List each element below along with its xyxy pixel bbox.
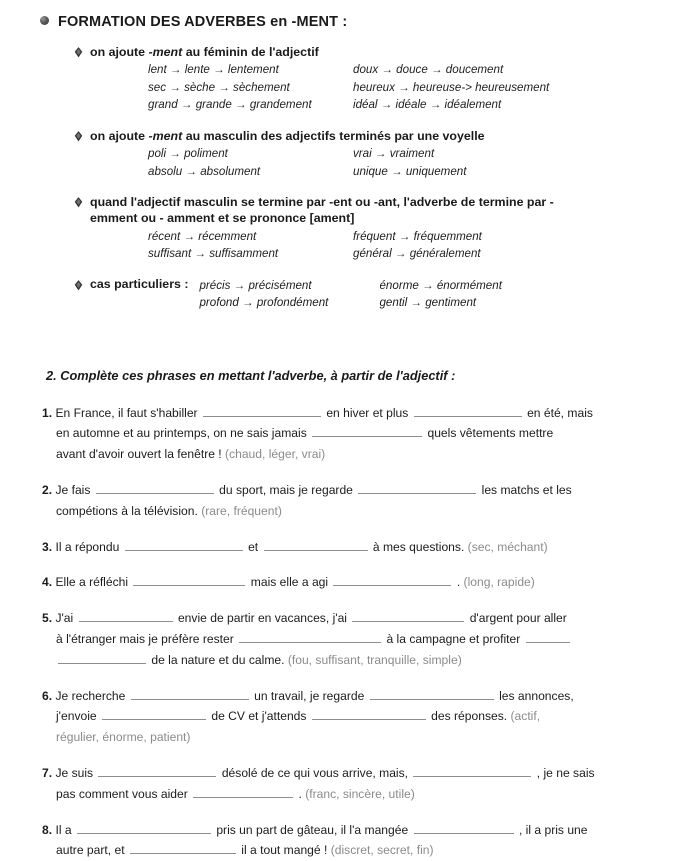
- exercise-question: [42, 537, 639, 558]
- answer-blank[interactable]: [203, 404, 321, 416]
- special-cases-row: [74, 277, 667, 312]
- rule-block: [74, 128, 667, 180]
- answer-blank[interactable]: [58, 652, 146, 664]
- question-number: 7.: [42, 765, 53, 780]
- question-text: il a tout mangé !: [237, 843, 331, 858]
- question-text: Il a répondu: [52, 539, 123, 554]
- rule-heading-emphasis: -ment: [148, 45, 183, 59]
- question-text: avant d'avoir ouvert la fenêtre !: [56, 447, 226, 462]
- example-item: idéal → idéale → idéalement: [353, 98, 502, 112]
- question-continuation-line: [42, 784, 639, 805]
- adjective-hint: régulier, énorme, patient): [56, 730, 191, 745]
- special-cases-label: cas particuliers :: [90, 276, 189, 291]
- rule-heading-row: [74, 128, 667, 144]
- rules-section: [0, 0, 679, 312]
- example-item: fréquent → fréquemment: [353, 229, 482, 243]
- example-item: vrai → vraiment: [353, 147, 435, 161]
- question-text: Elle a réfléchi: [52, 575, 132, 590]
- answer-blank[interactable]: [413, 765, 531, 777]
- example-item: heureux → heureuse-> heureusement: [353, 80, 550, 94]
- question-text: Il a: [52, 822, 75, 837]
- rule-examples: [148, 229, 667, 263]
- example-item: grand → grande → grandement: [148, 98, 312, 112]
- example-item: poli → poliment: [148, 147, 228, 161]
- exercise-heading: 2. Complète ces phrases en mettant l'adverbe, à partir de l'adjectif :: [46, 367, 456, 383]
- question-text: à la campagne et profiter: [383, 631, 524, 646]
- exercise-question: [42, 686, 639, 748]
- exercise-question: [42, 763, 639, 805]
- rule-heading-emphasis: -ment: [148, 128, 183, 143]
- question-text: en automne et au printemps, on ne sais jamais: [56, 426, 311, 441]
- question-number: 6.: [42, 688, 53, 703]
- diamond-bullet-icon: [74, 197, 83, 208]
- question-number: 1.: [42, 405, 53, 420]
- question-text: autre part, et: [56, 843, 128, 858]
- answer-blank[interactable]: [333, 574, 451, 586]
- question-text: de CV et j'attends: [208, 709, 310, 724]
- question-text: mais elle a agi: [247, 575, 332, 590]
- question-text: Je suis: [52, 765, 97, 780]
- rule-heading-row: [74, 194, 667, 227]
- rules-container: [12, 44, 667, 263]
- example-item: énorme → énormément: [379, 278, 502, 292]
- example-item: unique → uniquement: [353, 164, 467, 178]
- question-text: En France, il faut s'habiller: [52, 405, 201, 420]
- question-text: un travail, je regarde: [250, 688, 368, 703]
- question-text: de la nature et du calme.: [148, 652, 288, 667]
- question-text: en été, mais: [523, 405, 593, 420]
- question-text: en hiver et plus: [322, 405, 412, 420]
- question-text: à mes questions.: [369, 539, 468, 554]
- adjective-hint: (chaud, léger, vrai): [225, 447, 326, 462]
- rule-heading-row: [74, 44, 667, 60]
- rule-heading-text: on ajoute -ment au masculin des adjectifs terminés par une voyelle: [90, 128, 485, 143]
- question-continuation-line: [42, 444, 639, 465]
- question-text: quels vêtements mettre: [424, 426, 554, 441]
- exercise-question: [42, 403, 639, 465]
- question-number: 8.: [42, 822, 53, 837]
- question-continuation-line: [42, 423, 639, 444]
- example-item: gentil → gentiment: [379, 296, 477, 310]
- answer-blank[interactable]: [77, 821, 211, 833]
- answer-blank[interactable]: [96, 482, 214, 494]
- question-text: des réponses.: [427, 709, 511, 724]
- answer-blank[interactable]: [414, 821, 514, 833]
- answer-blank[interactable]: [130, 842, 236, 854]
- question-text: d'argent pour aller: [466, 611, 567, 626]
- example-item: profond → profondément: [199, 296, 329, 310]
- adjective-hint: (fou, suffisant, tranquille, simple): [287, 652, 462, 667]
- answer-blank[interactable]: [414, 404, 522, 416]
- answer-blank[interactable]: [312, 708, 426, 720]
- question-text: envie de partir en vacances, j'ai: [174, 611, 351, 626]
- question-continuation-line: [42, 727, 639, 748]
- sphere-bullet-icon: [40, 16, 49, 25]
- diamond-bullet-icon: [74, 280, 83, 291]
- answer-blank[interactable]: [79, 610, 173, 622]
- example-item: suffisant → suffisamment: [148, 247, 279, 261]
- question-text: à l'étranger mais je préfère rester: [56, 631, 238, 646]
- answer-blank[interactable]: [98, 765, 216, 777]
- question-number: 2.: [42, 482, 53, 497]
- question-text: Je fais: [52, 482, 94, 497]
- answer-blank[interactable]: [526, 631, 570, 643]
- question-text: désolé de ce qui vous arrive, mais,: [218, 765, 412, 780]
- question-text: .: [453, 575, 464, 590]
- example-item: absolu → absolument: [148, 164, 261, 178]
- answer-blank[interactable]: [358, 482, 476, 494]
- exercise-question: [42, 608, 639, 670]
- example-item: précis → précisément: [199, 278, 312, 292]
- special-cases-block: [74, 277, 667, 312]
- example-item: général → généralement: [353, 247, 481, 261]
- answer-blank[interactable]: [133, 574, 245, 586]
- question-continuation-line: [42, 840, 639, 861]
- question-text: j'envoie: [56, 709, 100, 724]
- rule-heading-text: quand l'adjectif masculin se termine par -ent ou -ant, l'adverbe de termine par -emment ou - amment et se prononce [ament]: [90, 195, 554, 226]
- question-number: 5.: [42, 611, 53, 626]
- example-item: doux → douce → doucement: [353, 63, 504, 77]
- question-text: Je recherche: [52, 688, 129, 703]
- diamond-bullet-icon: [74, 47, 83, 58]
- adjective-hint: (actif,: [510, 709, 541, 724]
- exercise-question: [42, 572, 639, 593]
- question-continuation-line: [42, 501, 639, 522]
- answer-blank[interactable]: [125, 538, 243, 550]
- answer-blank[interactable]: [370, 687, 494, 699]
- page-title: FORMATION DES ADVERBES en -MENT :: [58, 14, 348, 30]
- question-number: 4.: [42, 575, 53, 590]
- answer-blank[interactable]: [352, 610, 464, 622]
- rule-heading-text: on ajoute -ment au féminin de l'adjectif: [90, 45, 319, 59]
- question-text: et: [244, 539, 262, 554]
- answer-blank[interactable]: [312, 425, 422, 437]
- adjective-hint: (long, rapide): [463, 575, 535, 590]
- section-title-row: [40, 14, 667, 30]
- special-cases-examples: [199, 278, 501, 312]
- question-continuation-line: [42, 706, 639, 727]
- adjective-hint: (franc, sincère, utile): [305, 786, 415, 801]
- question-text: pas comment vous aider: [56, 786, 192, 801]
- rule-block: [74, 194, 667, 263]
- question-text: du sport, mais je regarde: [215, 482, 357, 497]
- adjective-hint: (rare, fréquent): [201, 503, 282, 518]
- adjective-hint: (discret, secret, fin): [330, 843, 434, 858]
- question-text: J'ai: [52, 611, 77, 626]
- question-text: pris un part de gâteau, il l'a mangée: [212, 822, 412, 837]
- question-number: 3.: [42, 539, 53, 554]
- question-text: , je ne sais: [533, 765, 595, 780]
- question-continuation-line: [42, 629, 639, 650]
- example-item: récent → récemment: [148, 229, 257, 243]
- answer-blank[interactable]: [131, 687, 249, 699]
- questions-list: [42, 403, 639, 861]
- question-text: compétions à la télévision.: [56, 503, 202, 518]
- answer-blank[interactable]: [239, 631, 381, 643]
- diamond-bullet-icon: [74, 131, 83, 142]
- question-text: les annonces,: [495, 688, 574, 703]
- example-item: sec → sèche → sèchement: [148, 80, 290, 94]
- exercise-question: [42, 480, 639, 522]
- rule-block: [74, 44, 667, 114]
- rule-examples: [148, 62, 667, 113]
- rule-examples: [148, 146, 667, 180]
- example-item: lent → lente → lentement: [148, 63, 279, 77]
- answer-blank[interactable]: [102, 708, 206, 720]
- answer-blank[interactable]: [264, 538, 368, 550]
- question-text: .: [295, 786, 306, 801]
- question-continuation-line: [42, 650, 639, 671]
- adjective-hint: (sec, méchant): [467, 539, 548, 554]
- question-text: les matchs et les: [478, 482, 572, 497]
- question-text: , il a pris une: [515, 822, 588, 837]
- exercise-question: [42, 820, 639, 861]
